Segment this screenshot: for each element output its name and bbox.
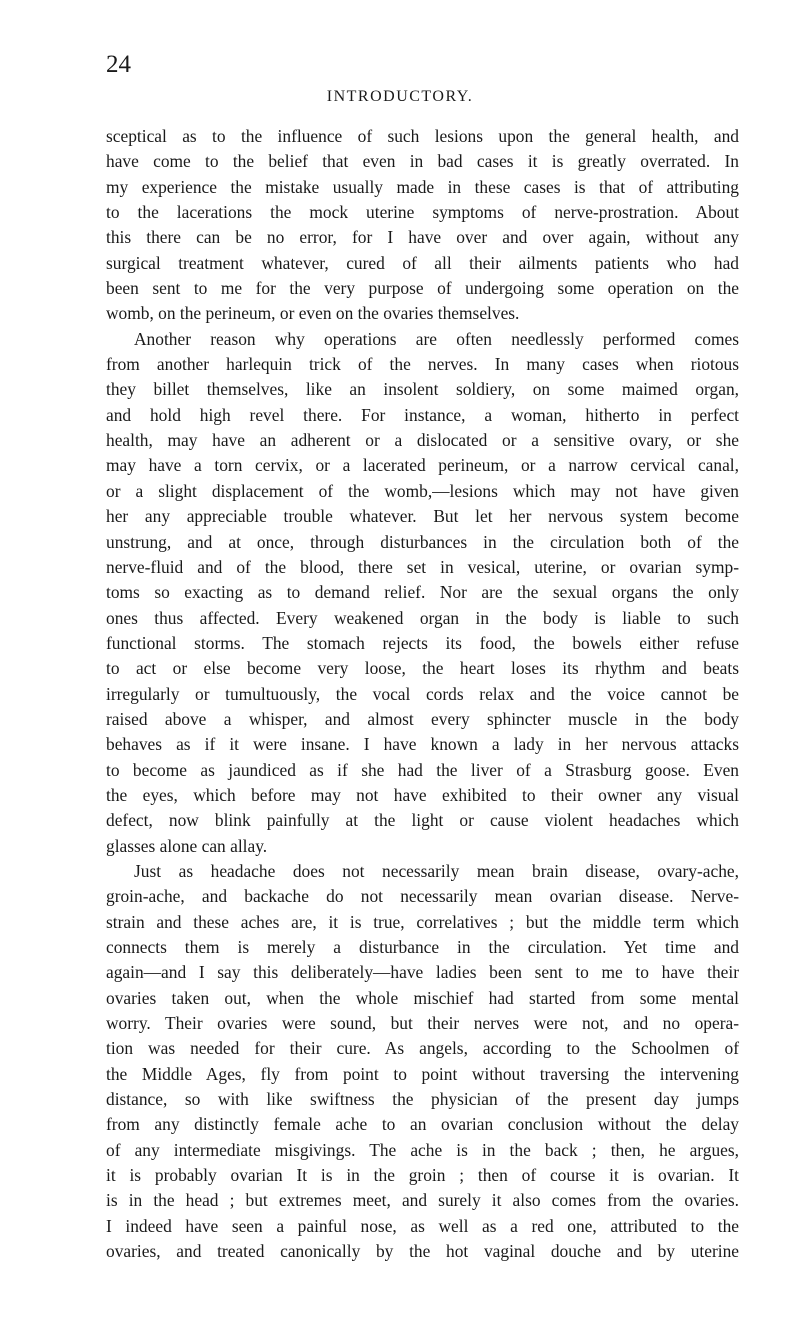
text-line: groin-ache, and backache do not necessarily mean ovarian disease. Nerve- [106, 886, 739, 907]
text-line: health, may have an adherent or a dislocated or a sensitive ovary, or she [106, 430, 739, 451]
text-line: and hold high revel there. For instance, a woman, hitherto in perfect [106, 404, 739, 425]
text-line: distance, so with like swiftness the physician of the present day jumps [106, 1089, 739, 1110]
text-line: is in the head ; but extremes meet, and surely it also comes from the ovaries. [106, 1190, 739, 1211]
text-line: from any distinctly female ache to an ovarian conclusion without the delay [106, 1114, 739, 1135]
text-line: they billet themselves, like an insolent soldiery, on some maimed organ, [106, 379, 739, 400]
text-line: ovaries taken out, when the whole mischief had started from some mental [106, 987, 739, 1008]
text-line: from another harlequin trick of the nerves. In many cases when riotous [106, 354, 739, 375]
text-line: her any appreciable trouble whatever. But let her nervous system become [106, 506, 739, 527]
text-line: the eyes, which before may not have exhibited to their owner any visual [106, 784, 739, 805]
text-line: been sent to me for the very purpose of undergoing some operation on the [106, 278, 739, 299]
text-line: my experience the mistake usually made in these cases is that of attributing [106, 176, 739, 197]
text-line: behaves as if it were insane. I have known a lady in her nervous attacks [106, 734, 739, 755]
text-line: toms so exacting as to demand relief. Nor are the sexual organs the only [106, 582, 739, 603]
text-line: ones thus affected. Every weakened organ in the body is liable to such [106, 607, 739, 628]
text-line: connects them is merely a disturbance in the circulation. Yet time and [106, 937, 739, 957]
text-line: raised above a whisper, and almost every sphincter muscle in the body [106, 708, 739, 729]
text-line: sceptical as to the influence of such lesions upon the general health, and [106, 126, 739, 146]
text-line: irregularly or tumultuously, the vocal cords relax and the voice cannot be [106, 683, 739, 704]
text-line: to the lacerations the mock uterine symptoms of nerve-prostration. About [106, 202, 739, 223]
text-line: defect, now blink painfully at the light or cause violent headaches which [106, 810, 739, 831]
text-line: Another reason why operations are often needlessly performed comes [134, 328, 739, 349]
text-line: this there can be no error, for I have over and over again, without any [106, 227, 739, 248]
text-line: the Middle Ages, fly from point to point without traversing the intervening [106, 1063, 739, 1084]
text-line: again—and I say this deliberately—have ladies been sent to me to have their [106, 962, 739, 983]
text-line: strain and these aches are, it is true, correlatives ; but the middle term which [106, 911, 739, 932]
text-line: nerve-fluid and of the blood, there set in vesical, uterine, or ovarian symp- [106, 556, 739, 577]
text-line: to act or else become very loose, the heart loses its rhythm and beats [106, 658, 739, 679]
text-line: worry. Their ovaries were sound, but their nerves were not, and no opera- [106, 1013, 739, 1034]
text-line: I indeed have seen a painful nose, as well as a red one, attributed to the [106, 1215, 739, 1236]
text-line: surgical treatment whatever, cured of all their ailments patients who had [106, 252, 739, 273]
text-line: tion was needed for their cure. As angels, according to the Schoolmen of [106, 1038, 739, 1059]
text-line: glasses alone can allay. [106, 835, 268, 856]
text-line: or a slight displacement of the womb,—lesions which may not have given [106, 480, 739, 501]
text-line: to become as jaundiced as if she had the liver of a Strasburg goose. Even [106, 759, 739, 780]
text-line: womb, on the perineum, or even on the ovaries themselves. [106, 303, 520, 324]
text-line: ovaries, and treated canonically by the hot vaginal douche and by uterine [106, 1241, 739, 1262]
text-line: may have a torn cervix, or a lacerated perineum, or a narrow cervical canal, [106, 455, 739, 476]
text-line: unstrung, and at once, through disturbances in the circulation both of the [106, 531, 739, 552]
running-head: INTRODUCTORY. [326, 88, 474, 105]
text-line: have come to the belief that even in bad cases it is greatly overrated. In [106, 151, 739, 172]
body-text [106, 124, 739, 1264]
text-line: Just as headache does not necessarily mean brain disease, ovary-ache, [134, 860, 739, 881]
page-number: 24 [106, 51, 131, 78]
text-line: it is probably ovarian It is in the groin ; then of course it is ovarian. It [106, 1165, 739, 1186]
text-line: of any intermediate misgivings. The ache is in the back ; then, he argues, [106, 1139, 739, 1160]
text-line: functional storms. The stomach rejects its food, the bowels either refuse [106, 632, 739, 653]
